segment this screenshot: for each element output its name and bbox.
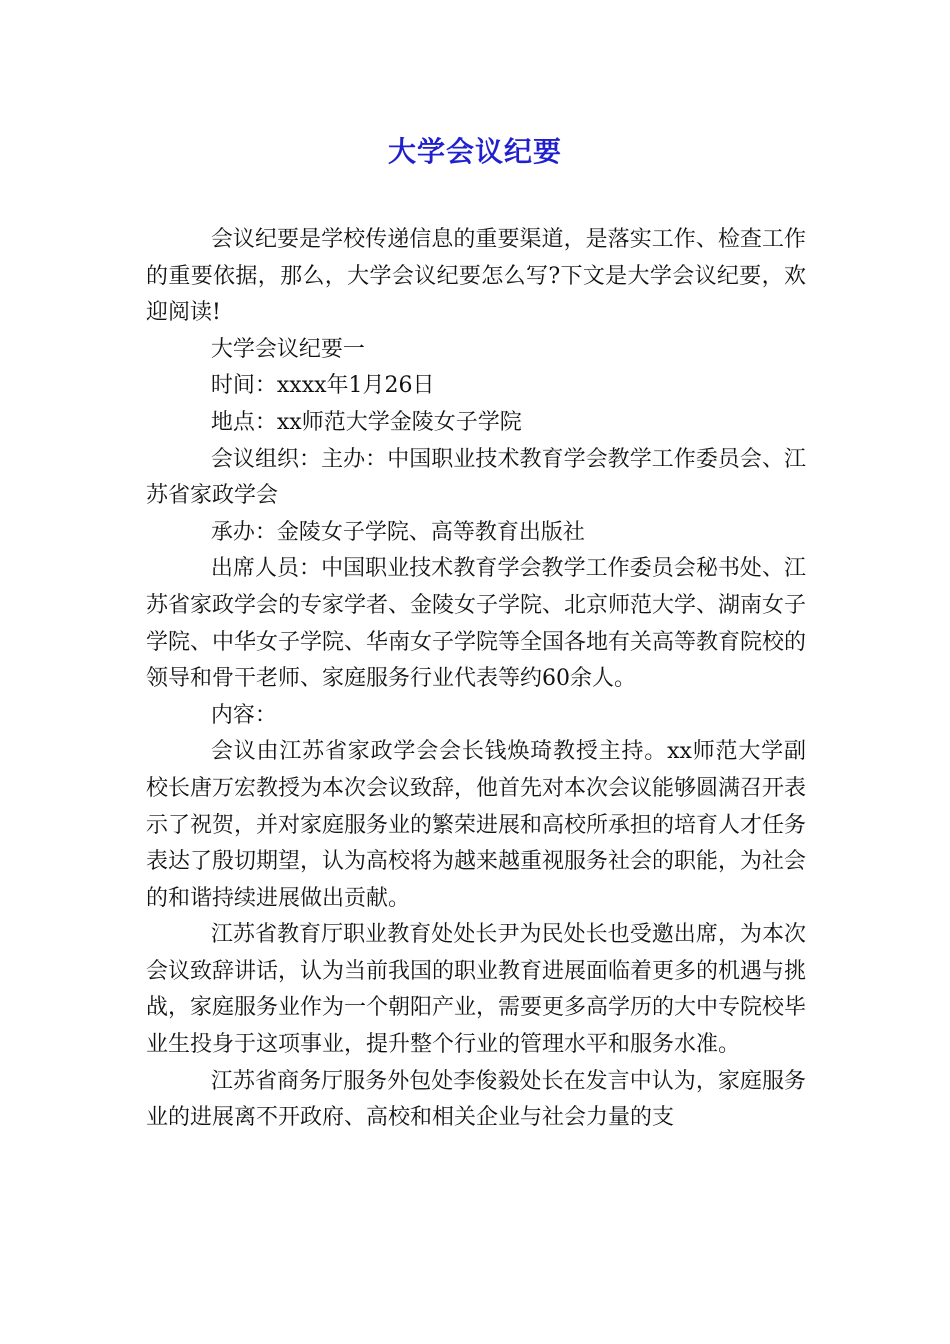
meeting-attendees: 出席人员：中国职业技术教育学会教学工作委员会秘书处、江苏省家政学会的专家学者、金陵女子学院、北京师范大学、湖南女子学院、中华女子学院、华南女子学院等全国各地有关高等教育院校的领导和骨干老师、家庭服务行业代表等约60余人。 xyxy=(146,556,807,692)
content-paragraph: 江苏省商务厅服务外包处李俊毅处长在发言中认为，家庭服务业的进展离不开政府、高校和相关企业与社会力量的支 xyxy=(146,1068,806,1131)
meeting-organizers: 会议组织：主办：中国职业技术教育学会教学工作委员会、江苏省家政学会 xyxy=(146,446,806,509)
document-title: 大学会议纪要 xyxy=(387,135,562,168)
content-paragraph: 江苏省教育厅职业教育处处长尹为民处长也受邀出席，为本次会议致辞讲话，认为当前我国的职业教育进展面临着更多的机遇与挑战，家庭服务业作为一个朝阳产业，需要更多高学历的大中专院校毕业生投身于这项事业，提升整个行业的管理水平和服务水准。 xyxy=(146,922,807,1058)
meeting-time: 时间：xxxx年1月26日 xyxy=(210,373,435,399)
intro-paragraph: 会议纪要是学校传递信息的重要渠道，是落实工作、检查工作的重要依据，那么，大学会议纪要怎么写?下文是大学会议纪要，欢迎阅读! xyxy=(146,227,806,326)
document-body xyxy=(146,222,806,1137)
section-heading: 大学会议纪要一 xyxy=(210,336,365,362)
meeting-hosts: 承办：金陵女子学院、高等教育出版社 xyxy=(210,519,585,545)
content-paragraph: 会议由江苏省家政学会会长钱焕琦教授主持。xx师范大学副校长唐万宏教授为本次会议致辞，他首先对本次会议能够圆满召开表示了祝贺，并对家庭服务业的繁荣进展和高校所承担的培育人才任务表达了殷切期望，认为高校将为越来越重视服务社会的职能，为社会的和谐持续进展做出贡献。 xyxy=(146,739,807,911)
content-label: 内容： xyxy=(210,702,277,728)
meeting-location: 地点：xx师范大学金陵女子学院 xyxy=(210,409,522,435)
